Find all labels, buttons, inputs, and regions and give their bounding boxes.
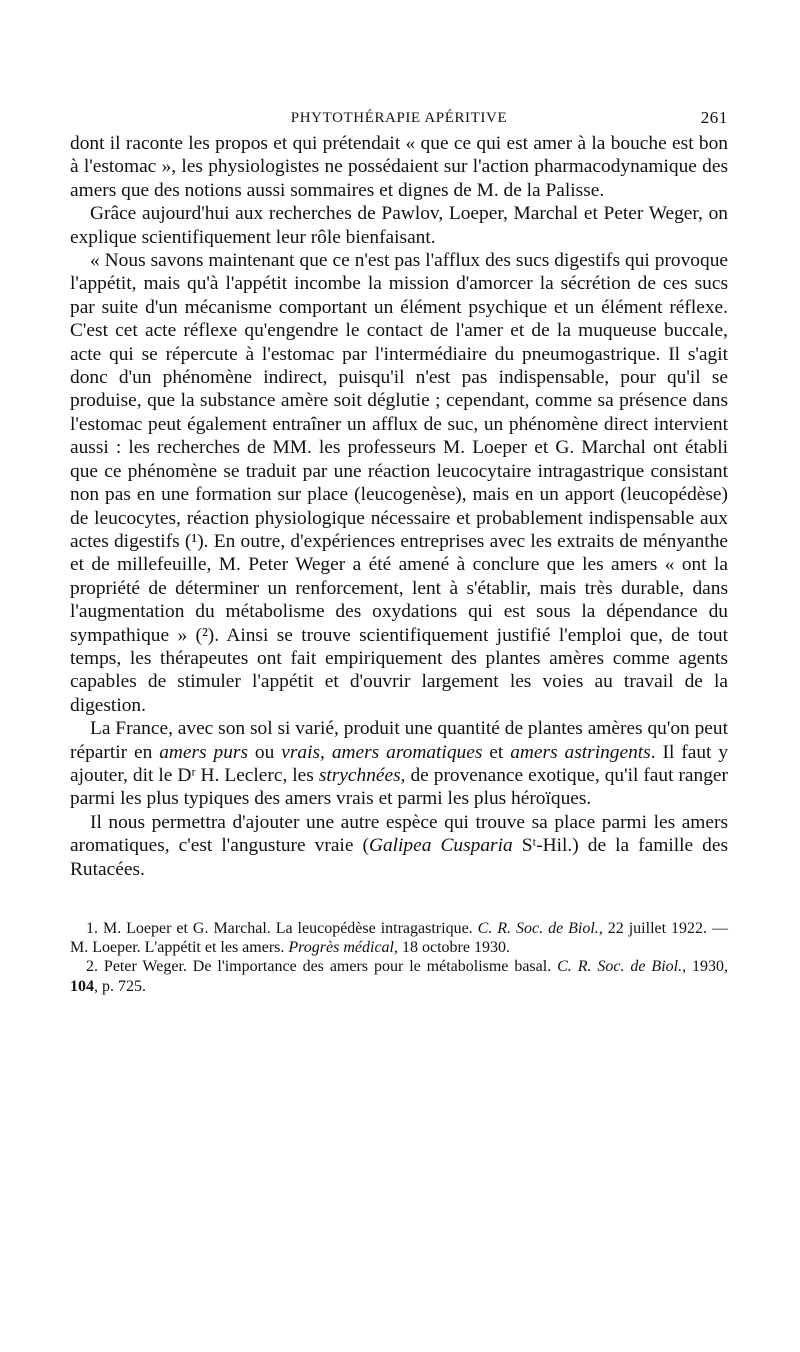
p4-text-b: ou [248, 741, 282, 763]
paragraph-2: Grâce aujourd'hui aux recherches de Pawlov, Loeper, Marchal et Peter Weger, on explique scientifiquement leur rôle bienfaisant. [70, 203, 728, 248]
p5-italic-galipea: Galipea Cusparia [368, 835, 513, 857]
running-header [70, 102, 728, 132]
p4-italic-amers-aromatiques: amers aromatiques [331, 741, 483, 763]
paragraph-4 [70, 717, 728, 811]
p4-text-a: La France, avec son sol si varié, produit une quantité de plantes amères qu'on peut répartir en [70, 718, 728, 763]
fn1-text-c: , 18 octobre 1930. [393, 939, 510, 957]
p4-italic-strychnees: strychnées [318, 764, 401, 786]
fn1-italic-journal: C. R. Soc. de Biol. [477, 920, 599, 937]
fn2-text-b: , 1930, [682, 958, 729, 976]
p4-text-d: et [482, 741, 511, 763]
p5-text-b: Sᵗ-Hil.) de la famille des Rutacées. [70, 835, 728, 880]
footnotes [70, 919, 728, 996]
p4-italic-vrais: vrais [281, 741, 321, 763]
fn2-text-c: , p. 725. [94, 977, 146, 995]
running-title: PHYTOTHÉRAPIE APÉRITIVE [290, 110, 508, 126]
page-number: 261 [700, 108, 728, 127]
p5-text-a: Il nous permettra d'ajouter une autre espèce qui trouve sa place parmi les amers aromatiques, c'est l'angusture vraie ( [70, 811, 728, 857]
paragraph-3: « Nous savons maintenant que ce n'est pas l'afflux des sucs digestifs qui provoque l'appétit, mais qu'à l'appétit incombe la mission d'amorcer la sécrétion de ces sucs par suite d'un mécanisme comportant un élément psychique et un élément réflexe. C'est cet acte réflexe qu'engendre le contact de l'amer et de la muqueuse buccale, acte qui se répercute à l'estomac par l'intermédiaire du pneumogastrique. Il s'agit donc d'un phénomène indirect, puisqu'il n'est pas indispensable, pour qu'il se produise, que la substance amère soit déglutie ; cependant, comme sa présence dans l'estomac peut également entraîner un afflux de suc, un phénomène direct intervient aussi : les recherches de MM. les professeurs M. Loeper et G. Marchal ont établi que ce phénomène se traduit par une réaction leucocytaire intragastrique consistant non pas en une formation sur place (leucogenèse), mais en un apport (leucopédèse) de leucocytes, réaction physiologique nécessaire et probablement indispensable aux actes digestifs (¹). En outre, d'expériences entreprises avec les extraits de ményanthe et de millefeuille, M. Peter Weger a été amené à conclure que les amers « ont la propriété de déterminer un renforcement, lent à s'établir, mais très durable, dans l'augmentation du métabolisme des oxydations qui est sous la dépendance du sympathique » (²). Ainsi se trouve scientifiquement justifié l'emploi que, de tout temps, les thérapeutes ont fait empiriquement des plantes amères comme agents capables de stimuler l'appétit et d'ouvrir largement les voies au travail de la digestion. [70, 250, 728, 716]
body-text [70, 132, 728, 881]
p4-italic-amers-astringents: amers astringents [510, 741, 651, 763]
p4-text-f: , de provenance exotique, qu'il faut ranger parmi les plus typiques des amers vrais et parmi les plus héroïques. [70, 764, 728, 810]
footnote-2 [70, 957, 728, 995]
p4-text-e: . Il faut y ajouter, dit le Dʳ H. Leclerc, les [70, 741, 729, 786]
paragraph-5 [70, 811, 728, 881]
p4-italic-amers-purs: amers purs [159, 741, 249, 763]
fn1-text-b: , 22 juillet 1922. — M. Loeper. L'appétit et les amers. [70, 920, 728, 957]
fn2-text-a: 2. Peter Weger. De l'importance des amers pour le métabolisme basal. [86, 958, 558, 976]
paragraph-1: dont il raconte les propos et qui prétendait « que ce qui est amer à la bouche est bon à l'estomac », les physiologistes ne possédaient sur l'action pharmacodynamique des amers que des notions aussi sommaires et dignes de M. de la Palisse. [70, 133, 728, 201]
fn1-text-a: 1. M. Loeper et G. Marchal. La leucopédèse intragastrique. [86, 920, 478, 937]
p4-text-c: , [320, 741, 332, 763]
book-page [70, 102, 728, 996]
fn2-volume: 104 [70, 977, 94, 995]
fn1-italic-progres: Progrès médical [288, 939, 394, 957]
footnote-1 [70, 919, 728, 957]
fn2-italic-journal: C. R. Soc. de Biol. [557, 958, 683, 976]
